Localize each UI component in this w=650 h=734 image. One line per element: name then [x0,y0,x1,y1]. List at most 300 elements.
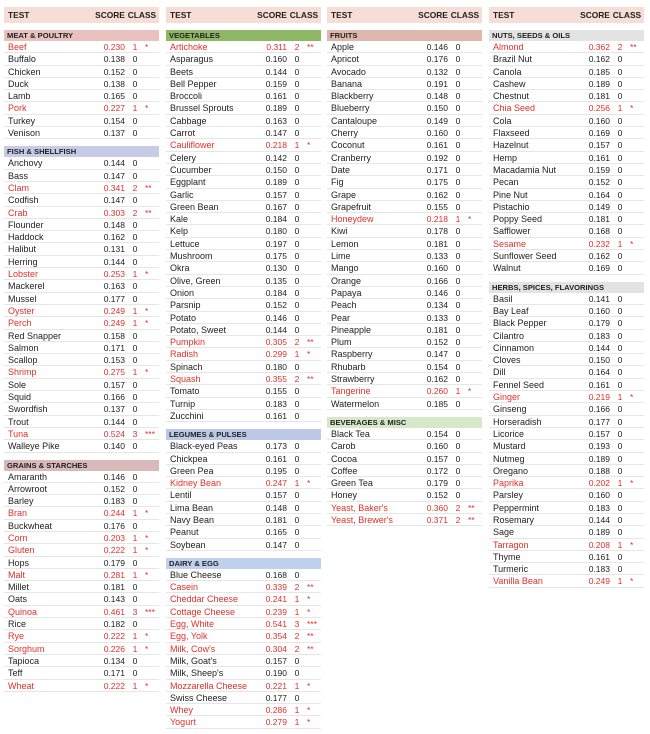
food-name: Mustard [493,441,526,452]
food-class: 1 [617,539,623,550]
food-asterisk [468,41,482,52]
food-name: Walnut [493,263,521,274]
food-asterisk [468,238,482,249]
food-class: 0 [455,54,461,65]
food-asterisk [630,317,644,328]
food-asterisk [145,330,159,341]
food-row [4,127,159,139]
food-asterisk [145,416,159,427]
food-class: 0 [294,128,300,139]
food-row [327,453,482,465]
header-score: SCORE [418,10,448,20]
food-row [4,157,159,169]
food-class: 1 [132,508,138,519]
food-score: 0.226 [103,643,125,654]
food-name: Ginger [493,392,521,403]
food-score: 0.362 [588,42,610,52]
food-name: Shrimp [8,367,37,378]
food-class: 2 [132,182,138,193]
food-name: Coconut [331,140,365,151]
food-class: 0 [617,490,623,501]
food-asterisk: * [145,269,149,280]
food-name: Milk, Cow's [170,643,216,654]
food-row [489,416,644,428]
food-row [489,342,644,354]
food-score: 0.143 [103,594,125,605]
food-score: 0.157 [103,379,125,390]
food-class: 0 [617,164,623,175]
food-name: Bass [8,170,29,181]
food-row [166,287,321,299]
food-class: 0 [617,416,623,427]
food-class: 0 [455,374,461,385]
food-class: 0 [294,54,300,65]
food-class: 0 [617,367,623,378]
food-asterisk [630,176,644,187]
food-row [4,78,159,90]
food-asterisk: * [307,140,311,151]
food-asterisk: ** [307,374,314,385]
food-asterisk [145,53,159,64]
food-row [166,250,321,262]
food-row [327,312,482,324]
food-score: 0.149 [426,115,448,126]
food-asterisk [145,115,159,126]
food-name: Honeydew [331,214,374,225]
food-score: 0.161 [588,379,610,390]
food-name: Yeast, Brewer's [331,514,393,525]
food-score: 0.157 [265,490,287,501]
food-asterisk [630,225,644,236]
food-name: Turkey [8,115,36,126]
food-name: Malt [8,569,26,580]
food-score: 0.260 [426,386,448,397]
food-name: Okra [170,263,190,274]
food-asterisk [630,78,644,89]
food-row [4,655,159,667]
food-score: 0.208 [588,539,610,550]
food-score: 0.147 [265,539,287,550]
food-row [327,299,482,311]
food-row [327,189,482,201]
food-asterisk [307,176,321,187]
food-asterisk: * [145,367,149,378]
food-class: 0 [455,128,461,139]
food-name: Poppy Seed [493,214,543,225]
food-class: 0 [132,330,138,341]
food-score: 0.171 [426,164,448,175]
food-class: 1 [132,532,138,543]
food-row [489,551,644,563]
spacer [489,23,644,27]
food-asterisk [468,90,482,101]
food-score: 0.148 [103,219,125,230]
food-asterisk [145,593,159,604]
food-class: 2 [455,502,461,513]
food-asterisk [630,66,644,77]
food-row [166,716,321,728]
food-asterisk [630,489,644,500]
food-score: 0.148 [426,91,448,102]
food-name: Haddock [8,232,44,243]
column-header [166,7,321,23]
food-name: Radish [170,349,199,360]
food-asterisk [630,262,644,273]
food-asterisk [630,440,644,451]
food-name: Kale [170,214,189,225]
food-asterisk [468,336,482,347]
food-class: 0 [455,398,461,409]
food-name: Basil [493,293,513,304]
food-asterisk [468,477,482,488]
food-asterisk [145,391,159,402]
food-row [489,189,644,201]
food-asterisk: * [630,238,634,249]
food-row [489,391,644,403]
food-name: Dill [493,367,506,378]
food-score: 0.133 [426,312,448,323]
food-score: 0.161 [588,551,610,562]
food-class: 0 [617,564,623,575]
food-score: 0.222 [103,545,125,556]
food-asterisk [630,366,644,377]
food-score: 0.154 [426,428,448,439]
food-class: 0 [132,293,138,304]
food-asterisk [468,275,482,286]
food-score: 0.160 [588,115,610,126]
food-name: Peppermint [493,502,540,513]
food-score: 0.541 [265,619,287,630]
food-asterisk [630,293,644,304]
food-class: 0 [132,594,138,605]
food-asterisk: * [145,680,149,691]
food-name: Tarragon [493,539,529,550]
food-asterisk [307,262,321,273]
food-score: 0.149 [588,201,610,212]
food-row [489,428,644,440]
food-class: 0 [455,201,461,212]
food-score: 0.184 [265,214,287,225]
food-row [166,593,321,605]
food-asterisk [630,115,644,126]
header-class: CLASS [450,10,480,20]
food-name: Safflower [493,226,531,237]
food-score: 0.144 [103,158,125,169]
food-asterisk: * [630,478,634,489]
food-class: 1 [132,631,138,642]
food-name: Tangerine [331,386,371,397]
food-row [327,398,482,410]
food-asterisk [145,520,159,531]
food-row [166,275,321,287]
food-asterisk [630,305,644,316]
food-asterisk: * [307,594,311,605]
food-name: Horseradish [493,416,542,427]
section-title: VEGETABLES [166,30,321,41]
food-row [489,250,644,262]
food-name: Raspberry [331,349,373,360]
food-name: Lobster [8,269,39,280]
food-asterisk: * [630,103,634,114]
food-class: 1 [294,606,300,617]
food-name: Cabbage [170,115,207,126]
food-score: 0.155 [426,201,448,212]
food-score: 0.181 [265,514,287,525]
food-score: 0.303 [103,207,125,218]
food-asterisk: ** [307,631,314,642]
food-row [489,563,644,575]
food-score: 0.179 [426,478,448,489]
food-name: Kelp [170,226,189,237]
food-name: Black-eyed Peas [170,441,238,452]
food-name: Cilantro [493,330,525,341]
food-name: Mushroom [170,251,213,262]
food-name: Bay Leaf [493,305,529,316]
food-class: 2 [294,582,300,593]
food-score: 0.138 [103,78,125,89]
food-asterisk [307,489,321,500]
food-name: Ginseng [493,404,527,415]
food-asterisk [468,115,482,126]
food-asterisk [630,551,644,562]
food-row [166,201,321,213]
food-score: 0.166 [588,404,610,415]
food-asterisk [145,354,159,365]
food-asterisk [307,410,321,421]
food-row [327,373,482,385]
food-row [489,293,644,305]
food-name: Pine Nut [493,189,528,200]
food-name: Salmon [8,342,39,353]
food-name: Honey [331,490,358,501]
food-score: 0.144 [265,324,287,335]
food-asterisk [307,78,321,89]
food-class: 1 [294,717,300,728]
food-row [166,189,321,201]
food-row [4,544,159,556]
food-class: 0 [132,115,138,126]
food-row [489,127,644,139]
column-header [327,7,482,23]
food-score: 0.341 [103,182,125,193]
section-title: FRUITS [327,30,482,41]
food-asterisk [630,213,644,224]
food-class: 0 [132,496,138,507]
food-score: 0.157 [426,453,448,464]
food-row [4,231,159,243]
food-row [327,176,482,188]
food-class: 0 [132,256,138,267]
header-score: SCORE [95,10,125,20]
food-score: 0.133 [426,251,448,262]
food-row [166,606,321,618]
food-score: 0.172 [426,465,448,476]
food-row [327,238,482,250]
food-row [327,139,482,151]
food-name: Watermelon [331,398,380,409]
food-asterisk [307,201,321,212]
food-score: 0.161 [265,91,287,102]
food-asterisk [307,250,321,261]
food-score: 0.222 [103,680,125,691]
food-asterisk [145,403,159,414]
food-class: 0 [455,337,461,348]
food-name: Milk, Sheep's [170,668,224,679]
food-class: 0 [617,78,623,89]
food-name: Venison [8,128,41,139]
food-score: 0.160 [588,490,610,501]
food-row [4,170,159,182]
food-score: 0.286 [265,705,287,716]
section-title: HERBS, SPICES, FLAVORINGS [489,282,644,293]
food-class: 0 [294,91,300,102]
food-row [327,465,482,477]
food-score: 0.183 [265,398,287,409]
food-score: 0.191 [426,78,448,89]
food-name: Swordfish [8,404,48,415]
food-class: 0 [617,527,623,538]
food-score: 0.371 [426,514,448,525]
food-score: 0.157 [265,655,287,666]
food-class: 2 [294,42,300,52]
food-class: 0 [617,514,623,525]
food-asterisk: *** [307,619,317,630]
food-asterisk [145,342,159,353]
food-score: 0.158 [103,330,125,341]
food-class: 0 [617,214,623,225]
food-class: 0 [617,342,623,353]
food-name: Brussel Sprouts [170,103,234,114]
food-name: Anchovy [8,158,43,169]
food-row [166,539,321,551]
food-class: 0 [132,128,138,139]
food-name: Navy Bean [170,514,215,525]
food-score: 0.197 [265,238,287,249]
food-row [4,219,159,231]
food-class: 2 [617,42,623,52]
food-class: 0 [617,140,623,151]
food-score: 0.181 [426,238,448,249]
food-class: 0 [294,692,300,703]
food-asterisk [468,78,482,89]
food-row [489,539,644,551]
food-name: Chia Seed [493,103,536,114]
food-class: 1 [617,392,623,403]
food-score: 0.150 [426,103,448,114]
food-asterisk [307,539,321,550]
food-class: 1 [617,238,623,249]
food-asterisk [468,262,482,273]
food-row [4,305,159,317]
food-asterisk [630,189,644,200]
food-row [489,213,644,225]
food-score: 0.203 [103,532,125,543]
food-row [166,643,321,655]
header-class: CLASS [289,10,319,20]
food-score: 0.311 [266,42,287,52]
food-score: 0.140 [103,441,125,452]
food-name: Rosemary [493,514,535,525]
food-row [327,324,482,336]
food-class: 0 [132,471,138,482]
food-asterisk [145,471,159,482]
spacer [327,23,482,27]
food-asterisk [307,453,321,464]
food-name: Asparagus [170,54,214,65]
food-class: 0 [132,557,138,568]
food-score: 0.189 [588,453,610,464]
food-score: 0.164 [588,189,610,200]
food-class: 0 [617,91,623,102]
food-class: 1 [294,594,300,605]
food-asterisk [145,618,159,629]
food-class: 0 [455,164,461,175]
food-score: 0.144 [103,416,125,427]
food-row [166,213,321,225]
food-asterisk [145,280,159,291]
food-class: 3 [132,606,138,617]
header-test: TEST [8,10,30,20]
food-name: Lemon [331,238,359,249]
food-row [4,379,159,391]
food-score: 0.159 [265,78,287,89]
food-asterisk [630,502,644,513]
food-name: Pistachio [493,201,530,212]
food-name: Oregano [493,465,529,476]
food-class: 0 [132,392,138,403]
food-class: 0 [455,140,461,151]
food-class: 0 [617,318,623,329]
food-score: 0.138 [103,54,125,65]
food-name: Yeast, Baker's [331,502,388,513]
food-row [4,330,159,342]
section-title: LEGUMES & PULSES [166,429,321,440]
food-name: Lime [331,251,351,262]
food-row [166,348,321,360]
food-row [4,90,159,102]
food-name: Vanilla Bean [493,576,543,587]
food-score: 0.169 [588,263,610,274]
food-name: Gluten [8,545,35,556]
food-asterisk [630,127,644,138]
food-score: 0.146 [103,471,125,482]
food-row [4,581,159,593]
food-row [166,704,321,716]
food-asterisk [468,176,482,187]
food-class: 0 [294,465,300,476]
food-row [166,385,321,397]
food-name: Blue Cheese [170,569,222,580]
food-name: Yogurt [170,717,196,728]
food-class: 0 [455,103,461,114]
food-class: 0 [617,502,623,513]
food-asterisk [307,502,321,513]
food-class: 0 [294,300,300,311]
food-score: 0.188 [588,465,610,476]
food-class: 0 [132,78,138,89]
food-name: Beef [8,42,27,52]
food-row [489,575,644,587]
spacer [327,410,482,414]
food-asterisk [307,569,321,580]
food-row [327,201,482,213]
food-asterisk [145,495,159,506]
food-asterisk [307,692,321,703]
food-class: 0 [132,655,138,666]
food-class: 0 [455,115,461,126]
food-asterisk [307,324,321,335]
food-name: Strawberry [331,374,375,385]
